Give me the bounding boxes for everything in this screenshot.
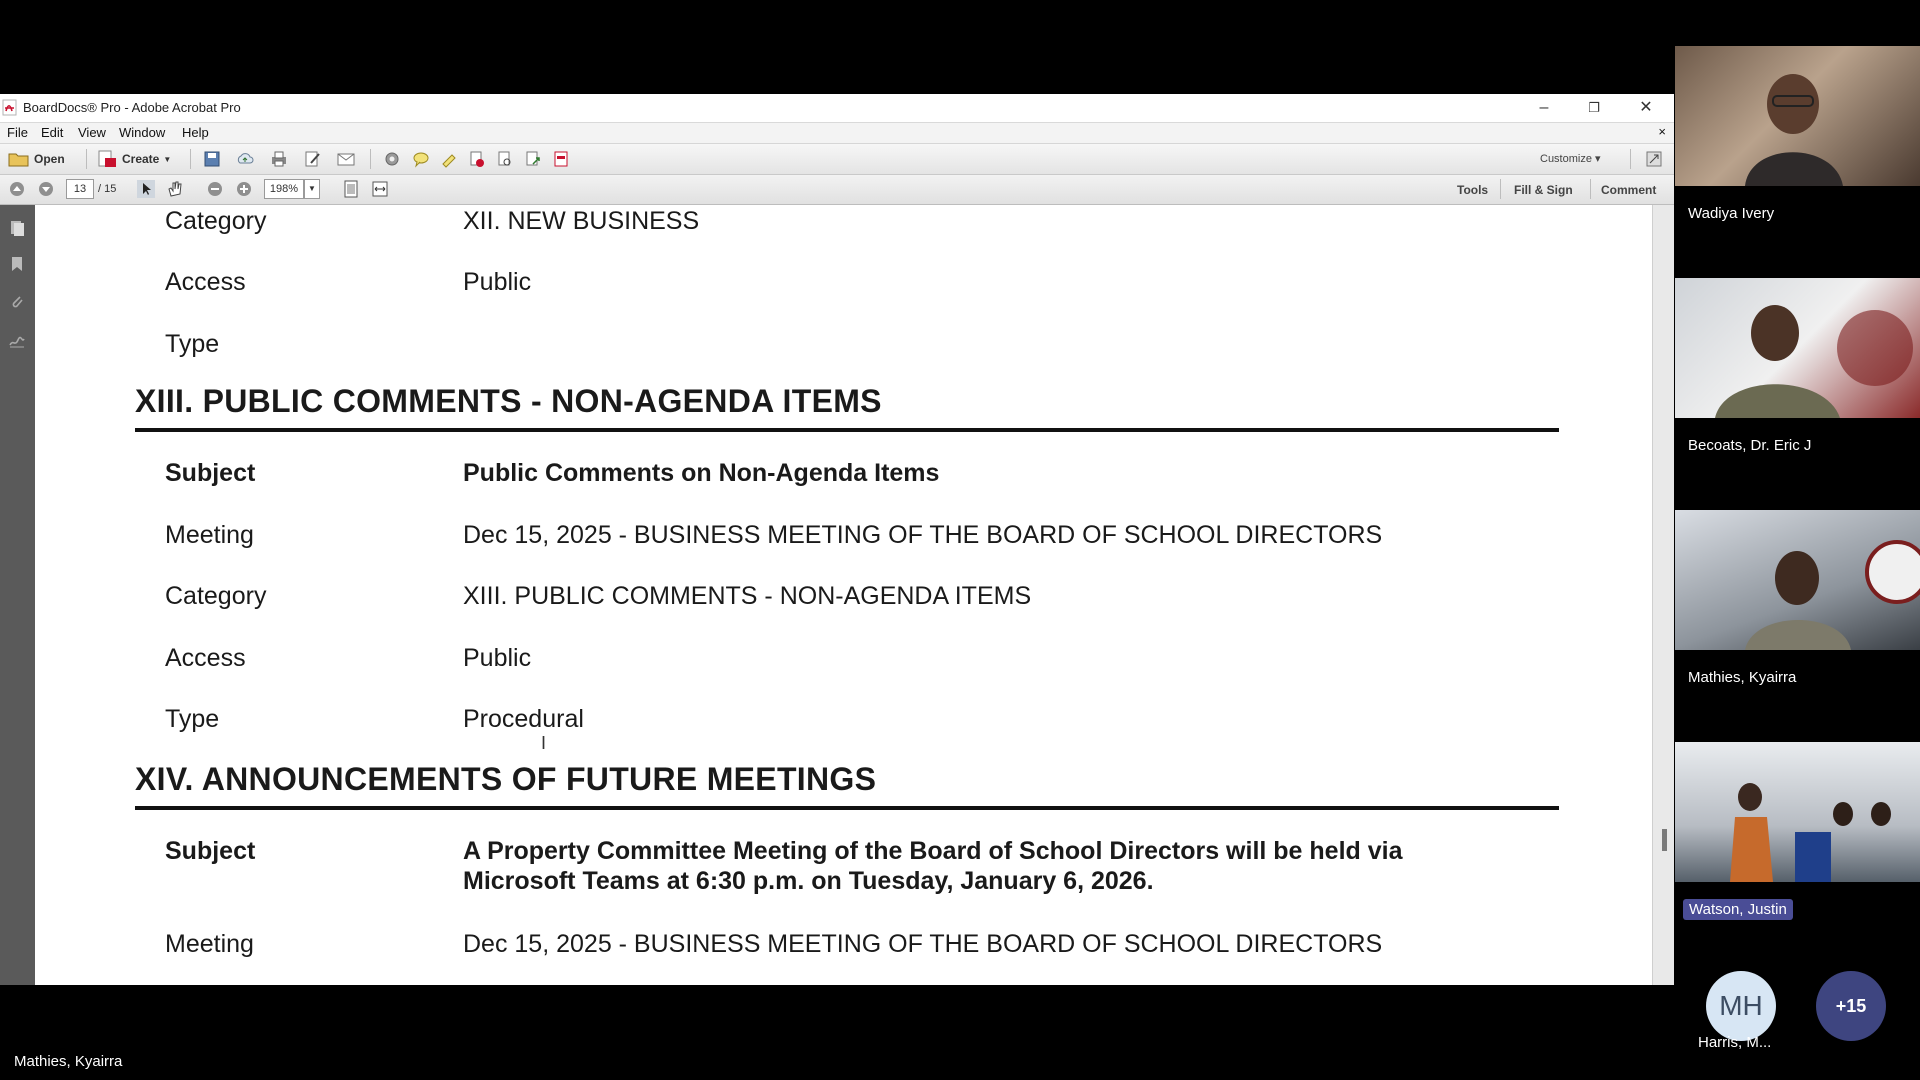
print-icon[interactable]: [270, 150, 288, 168]
menu-edit[interactable]: Edit: [41, 125, 64, 140]
edit-document-icon[interactable]: [304, 150, 322, 168]
hand-tool-icon[interactable]: [166, 180, 184, 198]
fill-sign-pane-link[interactable]: Fill & Sign: [1514, 183, 1573, 197]
comment-bubble-icon[interactable]: [412, 150, 430, 168]
menu-view[interactable]: View: [78, 125, 106, 140]
subject-label: Subject: [165, 837, 256, 865]
bookmarks-icon[interactable]: [8, 255, 26, 273]
stamp-icon[interactable]: [468, 150, 486, 168]
acrobat-window: [0, 94, 1674, 985]
main-toolbar: [0, 144, 1674, 175]
participant-video-tile[interactable]: [1675, 46, 1920, 186]
field-label: Access: [165, 268, 246, 296]
zoom-in-icon[interactable]: [235, 180, 253, 198]
redact-icon[interactable]: [552, 150, 570, 168]
menu-window[interactable]: Window: [119, 125, 166, 140]
participant-video-frame: [1675, 510, 1920, 650]
field-label: Meeting: [165, 930, 254, 958]
acrobat-app-icon: [2, 99, 18, 116]
field-value: Dec 15, 2025 - BUSINESS MEETING OF THE BOARD OF SCHOOL DIRECTORS: [463, 521, 1383, 549]
scrollbar-thumb[interactable]: [1662, 829, 1667, 851]
field-value: XIII. PUBLIC COMMENTS - NON-AGENDA ITEMS: [463, 582, 1032, 610]
signatures-icon[interactable]: [8, 331, 26, 349]
field-value: Dec 15, 2025 - BUSINESS MEETING OF THE BOARD OF SCHOOL DIRECTORS: [463, 930, 1383, 958]
attachments-icon[interactable]: [8, 293, 26, 311]
tools-pane-link[interactable]: Tools: [1457, 183, 1489, 197]
participant-video-tile[interactable]: [1675, 510, 1920, 650]
field-label: Category: [165, 207, 267, 235]
settings-gear-icon[interactable]: [383, 150, 401, 168]
page-thumbnails-icon[interactable]: [8, 219, 26, 237]
subject-value-line: A Property Committee Meeting of the Board of School Directors will be held via: [463, 837, 1403, 865]
vertical-scrollbar[interactable]: [1652, 205, 1674, 985]
zoom-level-input[interactable]: 198%: [264, 179, 304, 199]
participant-video-frame: [1675, 46, 1920, 186]
separator: [370, 149, 371, 169]
page-total: / 15: [98, 183, 117, 195]
separator: [190, 149, 191, 169]
field-label: Type: [165, 330, 220, 358]
text-cursor-icon: I: [541, 733, 547, 753]
field-label: Access: [165, 644, 246, 672]
participant-name: Mathies, Kyairra: [1688, 669, 1797, 686]
highlight-icon[interactable]: [440, 150, 458, 168]
participant-video-frame: [1675, 742, 1920, 882]
section-divider: [135, 428, 1559, 432]
customize-dropdown[interactable]: Customize ▾: [1540, 153, 1601, 165]
section-heading: XIV. ANNOUNCEMENTS OF FUTURE MEETINGS: [135, 761, 877, 797]
section-heading: XIII. PUBLIC COMMENTS - NON-AGENDA ITEMS: [135, 383, 882, 419]
comment-pane-link[interactable]: Comment: [1601, 183, 1657, 197]
zoom-out-icon[interactable]: [206, 180, 224, 198]
participant-name-active: Watson, Justin: [1683, 899, 1793, 920]
subject-label: Subject: [165, 459, 256, 487]
open-label: Open: [34, 152, 65, 166]
field-label: Category: [165, 582, 267, 610]
create-pdf-icon: [96, 150, 118, 168]
subject-value-line: Microsoft Teams at 6:30 p.m. on Tuesday, January 6, 2026.: [463, 867, 1154, 895]
field-value: Public: [463, 268, 532, 296]
menu-help[interactable]: Help: [182, 125, 209, 140]
more-participants-button[interactable]: +15: [1816, 971, 1886, 1041]
open-button[interactable]: [8, 147, 65, 171]
close-button[interactable]: ✕: [1639, 99, 1653, 116]
page-number-input[interactable]: 13: [66, 179, 94, 199]
previous-page-icon[interactable]: [8, 180, 26, 198]
field-label: Meeting: [165, 521, 254, 549]
menu-file[interactable]: File: [7, 125, 28, 140]
participant-name: Wadiya Ivery: [1688, 205, 1775, 222]
minimize-button[interactable]: –: [1539, 99, 1549, 116]
separator: [1630, 149, 1631, 169]
select-cursor-icon[interactable]: [137, 180, 155, 198]
field-label: Type: [165, 705, 220, 733]
chevron-down-icon: ▼: [163, 154, 172, 164]
participant-video-tile[interactable]: [1675, 742, 1920, 882]
separator: [1500, 179, 1501, 199]
cloud-upload-icon[interactable]: [236, 150, 254, 168]
document-search-icon[interactable]: [496, 150, 514, 168]
participant-video-tile[interactable]: [1675, 278, 1920, 418]
document-close-button[interactable]: ×: [1658, 124, 1666, 139]
participant-name: Becoats, Dr. Eric J: [1688, 437, 1812, 454]
field-value: Procedural: [463, 705, 584, 733]
email-icon[interactable]: [337, 150, 355, 168]
fit-page-icon[interactable]: [342, 180, 360, 198]
create-label: Create: [122, 152, 160, 166]
title-bar: [0, 94, 1674, 123]
menu-bar: [0, 123, 1674, 144]
save-icon[interactable]: [203, 150, 221, 168]
field-value: Public: [463, 644, 532, 672]
active-speaker-name: Mathies, Kyairra: [14, 1053, 123, 1070]
separator: [86, 149, 87, 169]
navigation-toolbar: [0, 175, 1674, 205]
fit-width-icon[interactable]: [371, 180, 389, 198]
zoom-dropdown-chevron-icon[interactable]: ▼: [304, 179, 320, 199]
separator: [1590, 179, 1591, 199]
subject-value: Public Comments on Non-Agenda Items: [463, 459, 940, 487]
section-divider: [135, 806, 1559, 810]
avatar[interactable]: MH: [1706, 971, 1776, 1041]
restore-button[interactable]: ❐: [1588, 100, 1600, 115]
next-page-icon[interactable]: [37, 180, 55, 198]
field-value: XII. NEW BUSINESS: [463, 207, 700, 235]
fullscreen-icon[interactable]: [1645, 150, 1663, 168]
folder-icon: [8, 150, 30, 168]
avatar-name: Harris, M...: [1698, 1034, 1772, 1051]
window-title: BoardDocs® Pro - Adobe Acrobat Pro: [23, 100, 241, 115]
pdf-page: [35, 205, 1652, 985]
navigation-pane: [0, 205, 35, 985]
participant-video-frame: [1675, 278, 1920, 418]
export-icon[interactable]: [524, 150, 542, 168]
create-button[interactable]: [96, 147, 171, 171]
document-viewport[interactable]: [35, 205, 1652, 985]
